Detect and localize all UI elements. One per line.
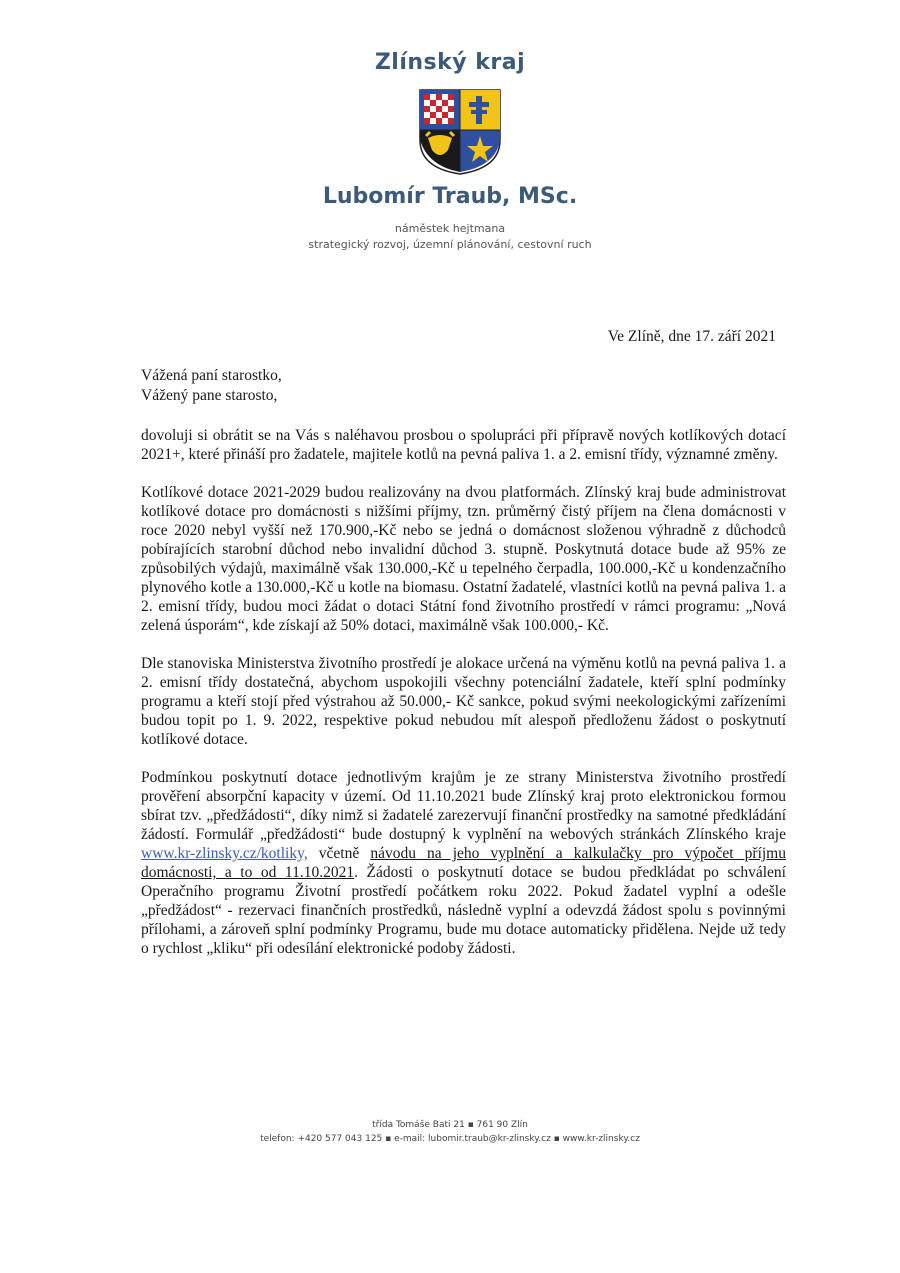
paragraph-2: Kotlíkové dotace 2021-2029 budou realizovány na dvou platformách. Zlínský kraj bude administrovat kotlíkové dotace pro domácnosti s nižšími příjmy, tzn. průměrný čistý příjem na člena domácnosti v roce 2020 nebyl vyšší než 170.900,-Kč nebo se jedná o domácnost složenou výhradně z důchodců pobírajících starobní důchod nebo invalidní důchod 3. stupně. Poskytnutá dotace bude až 95% ze způsobilých výdajů, maximálně však 130.000,-Kč u tepelného čerpadla, 100.000,-Kč u kondenzačního plynového kotle a 130.000,-Kč u kotle na biomasu. Ostatní žadatelé, vlastníci kotlů na pevná paliva 1. a 2. emisní třídy, budou moci žádat o dotaci Státní fond životního prostředí v rámci programu: „Nová zelená úsporám“, kde získají až 50% dotaci, maximálně však 100.000,- Kč. [141, 484, 786, 634]
paragraph-4 [141, 768, 786, 958]
paragraph-4-text-a: Podmínkou poskytnutí dotace jednotlivým krajům je ze strany Ministerstva životního prostředí prověření absorpční kapacity v území. Od 11.10.2021 bude Zlínský kraj proto elektronickou formou sbírat tzv. „předžádosti“, díky nimž si žadatelé zarezervují finanční prostředky na samotné předkládání žádostí. Formulář „předžádosti“ bude dostupný k vyplnění na webových stránkách Zlínského kraje [141, 769, 786, 843]
paragraph-4-text-b: včetně [307, 845, 371, 862]
official-department: strategický rozvoj, územní plánování, cestovní ruch [308, 238, 592, 251]
official-name: Lubomír Traub, MSc. [322, 184, 578, 209]
paragraph-4-text-c: . Žádosti o poskytnutí dotace se budou předkládat po schválení Operačního programu Životní prostředí počátkem roku 2022. Pokud žadatel vyplní a odešle „předžádost“ - rezervaci finančních prostředků, následně vyplní a odevzdá žádost spolu s povinnými přílohami, a zároveň splní podmínky Programu, bude mu dotace automaticky přidělena. Nejde už tedy o rychlost „kliku“ při odesílání elektronické podoby žádosti. [141, 864, 786, 957]
letter-body [141, 426, 786, 977]
organization-title: Zlínský kraj [374, 50, 526, 75]
letter-date: Ve Zlíně, dne 17. září 2021 [607, 328, 776, 345]
kotliky-link[interactable]: www.kr-zlinsky.cz/kotliky, [141, 845, 308, 862]
salutation-line-1: Vážená paní starostko, [141, 367, 282, 384]
coat-of-arms-emblem [418, 88, 502, 176]
official-role: náměstek hejtmana [394, 222, 506, 235]
paragraph-3: Dle stanoviska Ministerstva životního prostředí je alokace určená na výměnu kotlů na pevná paliva 1. a 2. emisní třídy dostatečná, abychom uspokojili všechny potenciální žadatele, kteří splní podmínky programu a kteří stojí před výstrahou až 50.000,- Kč sankce, pokud svými neekologickými zařízeními budou topit po 1. 9. 2022, respektive pokud nebudou mít alespoň předloženu žádost o poskytnutí kotlíkové dotace. [141, 655, 786, 748]
salutation-line-2: Vážený pane starosto, [141, 387, 278, 404]
paragraph-4-underlined: návodu na jeho vyplnění a kalkulačky pro výpočet příjmu domácnosti, a to od 11.10.2021 [141, 845, 786, 881]
paragraph-1: dovoluji si obrátit se na Vás s naléhavou prosbou o spolupráci při přípravě nových kotlíkových dotací 2021+, které přináší pro žadatele, majitele kotlů na pevná paliva 1. a 2. emisní třídy, významné změny. [141, 427, 786, 463]
footer-address: třída Tomáše Bati 21 ▪ 761 90 Zlín [372, 1120, 528, 1130]
salutation [141, 366, 282, 406]
footer-contact: telefon: +420 577 043 125 ▪ e-mail: lubomir.traub@kr-zlinsky.cz ▪ www.kr-zlinsky.cz [260, 1134, 640, 1144]
